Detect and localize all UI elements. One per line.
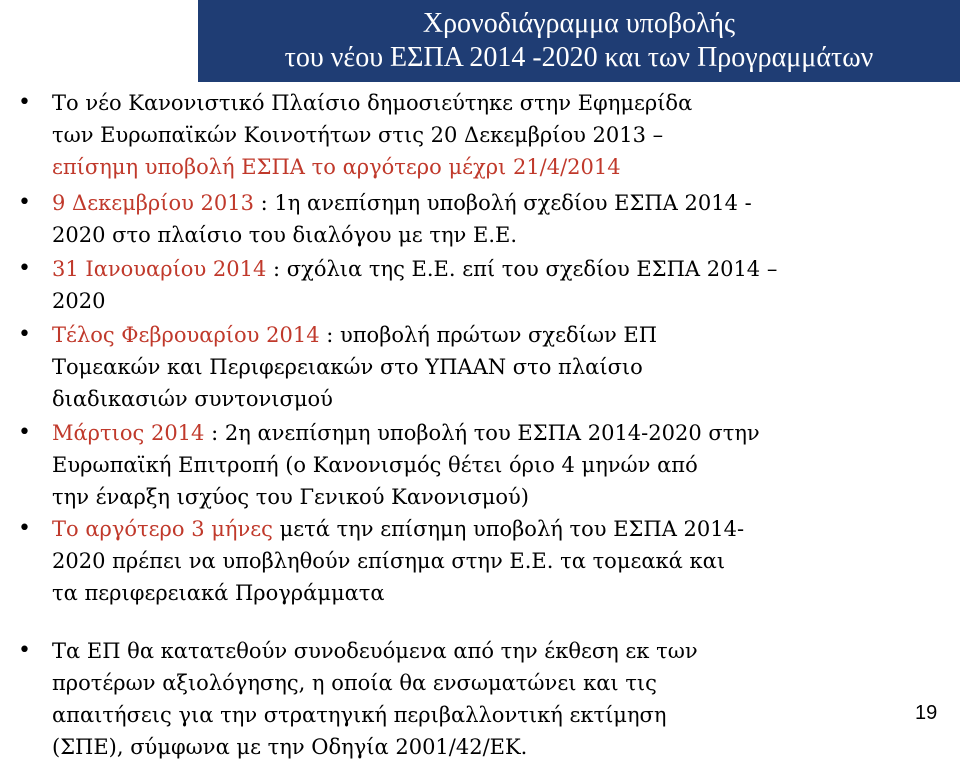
bullet-text: [52, 319, 932, 415]
bullet-line: [52, 319, 932, 351]
bullet-line: [52, 513, 932, 545]
page-number: 19: [915, 702, 938, 724]
plain-text: : 2η ανεπίσημη υποβολή του ΕΣΠΑ 2014-2020 στην: [204, 421, 760, 445]
slide-title: [198, 0, 960, 82]
highlighted-text: 31 Ιανουαρίου 2014: [52, 257, 267, 281]
title-line-2: του νέου ΕΣΠΑ 2014 -2020 και των Προγραμμάτων: [284, 42, 874, 73]
bullet-item: [18, 187, 932, 251]
bullet-line: [52, 151, 932, 183]
bullet-line: [52, 219, 932, 251]
plain-text: Το νέο Κανονιστικό Πλαίσιο δημοσιεύτηκε στην Εφημερίδα: [52, 91, 693, 115]
plain-text: (ΣΠΕ), σύμφωνα με την Οδηγία 2001/42/ΕΚ.: [52, 735, 528, 759]
bullet-line: [52, 351, 932, 383]
plain-text: : 1η ανεπίσημη υποβολή σχεδίου ΕΣΠΑ 2014 -: [253, 191, 752, 215]
highlighted-text: Μάρτιος 2014: [52, 421, 205, 445]
bullet-item: [18, 319, 932, 415]
plain-text: 2020 πρέπει να υποβληθούν επίσημα στην Ε.Ε. τα τομεακά και: [52, 549, 726, 573]
bullet-text: [52, 87, 932, 183]
plain-text: διαδικασιών συντονισμού: [52, 387, 333, 411]
bullet-line: [52, 545, 932, 577]
bullet-item: [18, 513, 932, 609]
bullet-line: [52, 481, 932, 513]
plain-text: : σχόλια της Ε.Ε. επί του σχεδίου ΕΣΠΑ 2014 –: [266, 257, 778, 281]
bullet-dot-icon: •: [18, 190, 31, 215]
bullet-line: [52, 449, 932, 481]
plain-text: προτέρων αξιολόγησης, η οποία θα ενσωματώνει και τις: [52, 671, 657, 695]
highlighted-text: επίσημη υποβολή ΕΣΠΑ το αργότερο μέχρι 21/4/2014: [52, 155, 621, 179]
plain-text: των Ευρωπαϊκών Κοινοτήτων στις 20 Δεκεμβρίου 2013 –: [52, 123, 664, 147]
title-line-1: Χρονοδιάγραμμα υποβολής: [422, 8, 736, 39]
highlighted-text: Τέλος Φεβρουαρίου 2014: [52, 323, 320, 347]
highlighted-text: Το αργότερο 3 μήνες: [52, 517, 273, 541]
plain-text: 2020: [52, 289, 106, 313]
bullet-line: [52, 87, 932, 119]
bullet-line: [52, 577, 932, 609]
plain-text: Τα ΕΠ θα κατατεθούν συνοδευόμενα από την έκθεση εκ των: [52, 639, 698, 663]
bullet-text: [52, 513, 932, 609]
bullet-dot-icon: •: [18, 256, 31, 281]
bullet-line: [52, 187, 932, 219]
bullet-text: [52, 417, 932, 513]
bullet-line: [52, 667, 932, 699]
plain-text: απαιτήσεις για την στρατηγική περιβαλλοντική εκτίμηση: [52, 703, 667, 727]
plain-text: Τομεακών και Περιφερειακών στο ΥΠΑΑΝ στο πλαίσιο: [52, 355, 643, 379]
bullet-line: [52, 119, 932, 151]
bullet-line: [52, 383, 932, 415]
plain-text: 2020 στο πλαίσιο του διαλόγου με την Ε.Ε.: [52, 223, 518, 247]
bullet-line: [52, 699, 932, 731]
bullet-dot-icon: •: [18, 90, 31, 115]
plain-text: τα περιφερειακά Προγράμματα: [52, 581, 385, 605]
bullet-text: [52, 253, 932, 317]
bullet-line: [52, 417, 932, 449]
bullet-item: [18, 253, 932, 317]
bullet-dot-icon: •: [18, 322, 31, 347]
bullet-line: [52, 635, 932, 667]
bullet-dot-icon: •: [18, 516, 31, 541]
bullet-item: [18, 635, 932, 763]
plain-text: την έναρξη ισχύος του Γενικού Κανονισμού): [52, 485, 530, 509]
plain-text: Ευρωπαϊκή Επιτροπή (ο Κανονισμός θέτει όριο 4 μηνών από: [52, 453, 698, 477]
bullet-item: [18, 87, 932, 183]
bullet-dot-icon: •: [18, 638, 31, 663]
bullet-text: [52, 635, 932, 763]
bullet-line: [52, 253, 932, 285]
bullet-item: [18, 417, 932, 513]
bullet-line: [52, 731, 932, 763]
bullet-line: [52, 285, 932, 317]
bullet-dot-icon: •: [18, 420, 31, 445]
bullet-text: [52, 187, 932, 251]
highlighted-text: 9 Δεκεμβρίου 2013: [52, 191, 254, 215]
plain-text: μετά την επίσημη υποβολή του ΕΣΠΑ 2014-: [272, 517, 745, 541]
plain-text: : υποβολή πρώτων σχεδίων ΕΠ: [319, 323, 658, 347]
